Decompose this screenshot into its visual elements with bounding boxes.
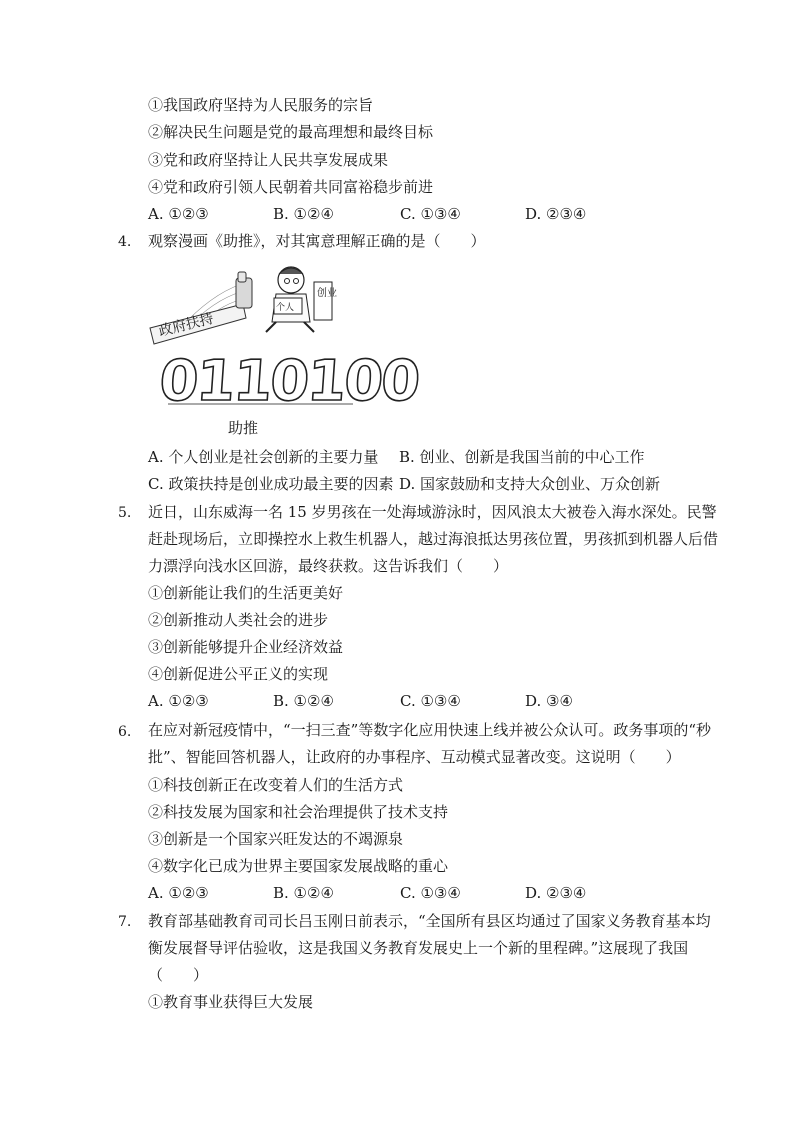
svg-text:个人: 个人 (276, 303, 295, 313)
q3-option-c: C. ①③④ (400, 205, 461, 223)
q5-option-c: C. ①③④ (400, 692, 461, 710)
q3-statement-3: ③党和政府坚持让人民共享发展成果 (148, 151, 389, 169)
q4-option-d: D. 国家鼓励和支持大众创业、万众创新 (399, 475, 661, 493)
q6-number: 6. (118, 724, 132, 740)
q3-statement-2: ②解决民生问题是党的最高理想和最终目标 (148, 123, 434, 141)
q3-statement-4: ④党和政府引领人民朝着共同富裕稳步前进 (148, 178, 434, 196)
cartoon-caption: 助推 (228, 419, 259, 437)
q7-stem-line-2: 衡发展督导评估验收，这是我国义务教育发展史上一个新的里程碑。”这展现了我国 (148, 939, 689, 957)
q6-stem-line-2: 批”、智能回答机器人，让政府的办事程序、互动模式显著改变。这说明（ ） (148, 748, 681, 766)
q5-statement-3: ③创新能够提升企业经济效益 (148, 638, 344, 656)
q5-stem-line-1: 近日，山东威海一名 15 岁男孩在一处海域游泳时，因风浪太大被卷入海水深处。民警 (148, 503, 717, 521)
q6-option-c: C. ①③④ (400, 884, 461, 902)
q3-option-d: D. ②③④ (525, 205, 587, 223)
government-banner (150, 304, 246, 344)
q5-statement-2: ②创新推动人类社会的进步 (148, 611, 329, 629)
banner-text: 政府扶持 (157, 310, 216, 340)
q7-statement-1: ①教育事业获得巨大发展 (148, 993, 314, 1011)
q4-stem: 观察漫画《助推》，对其寓意理解正确的是（ ） (148, 232, 486, 250)
q6-statement-3: ③创新是一个国家兴旺发达的不竭源泉 (148, 830, 404, 848)
q5-option-a: A. ①②③ (148, 692, 209, 710)
cartoon-zhutui (148, 260, 421, 414)
pushing-hand (236, 272, 252, 308)
q4-option-c: C. 政策扶持是创业成功最主要的因素 (148, 475, 394, 493)
q7-stem-line-1: 教育部基础教育司司长吕玉刚日前表示，“全国所有县区均通过了国家义务教育基本均 (148, 912, 711, 930)
sign-chuangye (314, 282, 337, 320)
q4-option-b: B. 创业、创新是我国当前的中心工作 (399, 448, 645, 466)
sign-chuangye-text: 创业 (317, 288, 337, 299)
q6-statement-2: ②科技发展为国家和社会治理提供了技术支持 (148, 803, 449, 821)
q6-statement-1: ①科技创新正在改变着人们的生活方式 (148, 776, 404, 794)
q3-option-b: B. ①②④ (273, 205, 334, 223)
q6-option-a: A. ①②③ (148, 884, 209, 902)
q6-stem-line-1: 在应对新冠疫情中，“一扫三查”等数字化应用快速上线并被公众认可。政务事项的“秒 (148, 721, 712, 739)
q4-number: 4. (118, 234, 132, 250)
q7-number: 7. (118, 914, 132, 930)
q6-statement-4: ④数字化已成为世界主要国家发展战略的重心 (148, 857, 449, 875)
q5-option-b: B. ①②④ (273, 692, 334, 710)
q6-option-b: B. ①②④ (273, 884, 334, 902)
q5-statement-1: ①创新能让我们的生活更美好 (148, 584, 344, 602)
q3-statement-1: ①我国政府坚持为人民服务的宗旨 (148, 96, 374, 114)
sign-geren (274, 298, 302, 314)
q6-option-d: D. ②③④ (525, 884, 587, 902)
q4-option-a: A. 个人创业是社会创新的主要力量 (148, 448, 379, 466)
digits-text: 0110100 (157, 349, 421, 414)
q5-number: 5. (118, 505, 132, 521)
q5-stem-line-3: 力漂浮向浅水区回游，最终获救。这告诉我们（ ） (148, 557, 509, 575)
q5-option-d: D. ③④ (525, 692, 573, 710)
q3-option-a: A. ①②③ (148, 205, 209, 223)
q7-stem-line-3: （ ） (148, 966, 209, 984)
q5-stem-line-2: 赶赴现场后，立即操控水上救生机器人，越过海浪抵达男孩位置，男孩抓到机器人后借 (148, 530, 719, 548)
q5-statement-4: ④创新促进公平正义的实现 (148, 665, 329, 683)
